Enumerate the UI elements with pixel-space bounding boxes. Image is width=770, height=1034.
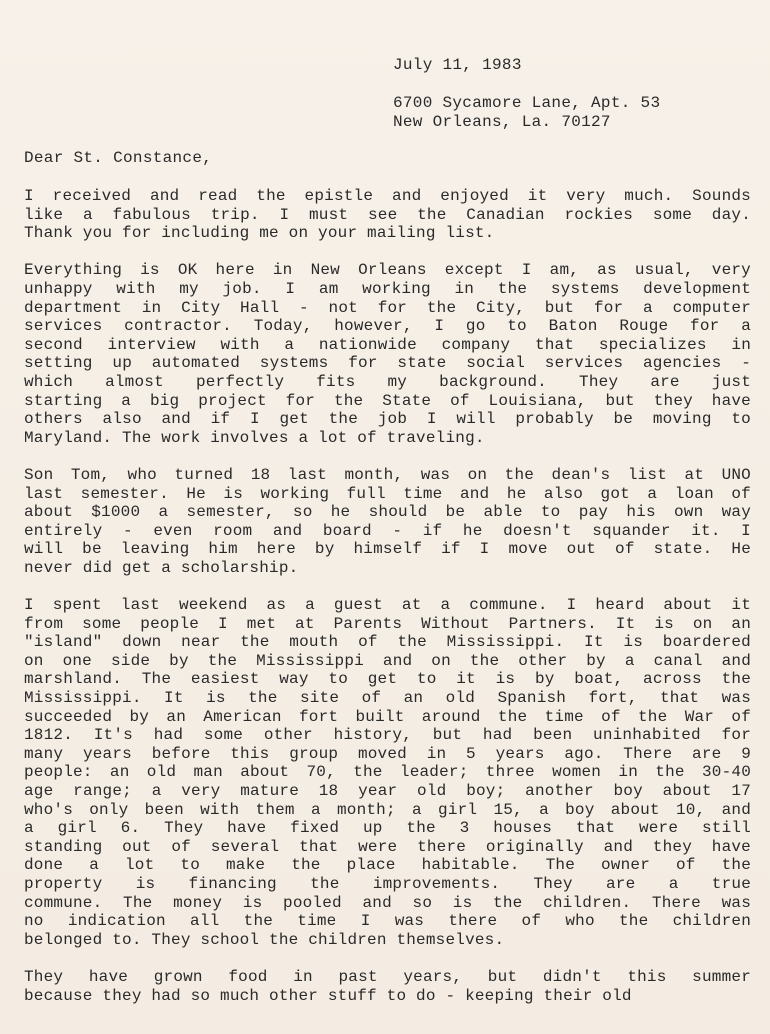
address-line-street: 6700 Sycamore Lane, Apt. 53	[393, 94, 661, 112]
paragraph-line: never did get a scholarship.	[24, 558, 299, 577]
paragraph-line: because they had so much other stuff to do - keeping their old	[24, 986, 632, 1005]
letter-paragraph	[24, 466, 751, 578]
paragraph-line: many years before this group moved in 5 years ago. There are 9	[24, 744, 751, 763]
paragraph-line: no indication all the time I was there of who the children	[24, 912, 751, 931]
paragraph-line: about $1000 a semester, so he should be able to pay his own way	[24, 503, 751, 522]
paragraph-line: setting up automated systems for state social services agencies -	[24, 354, 751, 373]
paragraph-line: age range; a very mature 18 year old boy; another boy about 17	[24, 782, 751, 800]
paragraph-line: services contractor. Today, however, I go to Baton Rouge for a	[24, 317, 751, 336]
paragraph-line: Mississippi. It is the site of an old Spanish fort, that was	[24, 689, 751, 708]
paragraph-line: done a lot to make the place habitable. The owner of the	[24, 856, 751, 875]
salutation: Dear St. Constance,	[24, 149, 213, 167]
paragraph-line: starting a big project for the State of Louisiana, but they have	[24, 391, 751, 410]
letter-paragraph	[24, 187, 751, 243]
letter-paragraph	[24, 968, 751, 1005]
paragraph-line: from some people I met at Parents Without Partners. It is on an	[24, 614, 751, 633]
paragraph-line: They have grown food in past years, but didn't this summer	[24, 967, 751, 986]
paragraph-line: Thank you for including me on your mailing list.	[24, 224, 495, 243]
paragraph-line: which almost perfectly fits my background. They are just	[24, 372, 751, 391]
paragraph-line: Son Tom, who turned 18 last month, was on the dean's list at UNO	[24, 465, 751, 484]
letter-date: July 11, 1983	[393, 56, 522, 74]
address-line-city: New Orleans, La. 70127	[393, 113, 611, 131]
paragraph-line: people: an old man about 70, the leader; three women in the 30-40	[24, 763, 751, 782]
sender-address	[393, 94, 660, 132]
paragraph-line: Everything is OK here in New Orleans except I am, as usual, very	[24, 261, 751, 280]
paragraph-line: department in City Hall - not for the City, but for a computer	[24, 298, 751, 317]
letter-paragraph	[24, 261, 751, 447]
letter-paragraph	[24, 596, 751, 949]
paragraph-line: like a fabulous trip. I must see the Canadian rockies some day.	[24, 205, 751, 224]
paragraph-line: a girl 6. They have fixed up the 3 houses that were still	[24, 819, 751, 838]
paragraph-line: succeeded by an American fort built around the time of the War of	[24, 707, 751, 726]
paragraph-line: I spent last weekend as a guest at a commune. I heard about it	[24, 596, 751, 615]
paragraph-line: others also and if I get the job I will probably be moving to	[24, 410, 751, 429]
paragraph-line: "island" down near the mouth of the Mississippi. It is boardered	[24, 633, 751, 652]
paragraph-line: property is financing the improvements. They are a true	[24, 874, 751, 893]
paragraph-line: entirely - even room and board - if he doesn't squander it. I	[24, 521, 751, 540]
paragraph-line: who's only been with them a month; a girl 15, a boy about 10, and	[24, 800, 751, 819]
paragraph-line: second interview with a nationwide company that specializes in	[24, 335, 751, 354]
paragraph-line: 1812. It's had some other history, but had been uninhabited for	[24, 726, 751, 745]
paragraph-line: I received and read the epistle and enjoyed it very much. Sounds	[24, 187, 751, 205]
paragraph-line: on one side by the Mississippi and on the other by a canal and	[24, 651, 751, 670]
paragraph-line: belonged to. They school the children themselves.	[24, 930, 505, 949]
paragraph-line: last semester. He is working full time and he also got a loan of	[24, 484, 751, 503]
paragraph-line: will be leaving him here by himself if I move out of state. He	[24, 540, 751, 559]
paragraph-line: unhappy with my job. I am working in the systems development	[24, 279, 751, 298]
paragraph-line: commune. The money is pooled and so is the children. There was	[24, 893, 751, 912]
paragraph-line: Maryland. The work involves a lot of traveling.	[24, 428, 485, 447]
paragraph-line: marshland. The easiest way to get to it is by boat, across the	[24, 670, 751, 689]
letter-body	[24, 187, 751, 1024]
paragraph-line: standing out of several that were there originally and they have	[24, 837, 751, 856]
